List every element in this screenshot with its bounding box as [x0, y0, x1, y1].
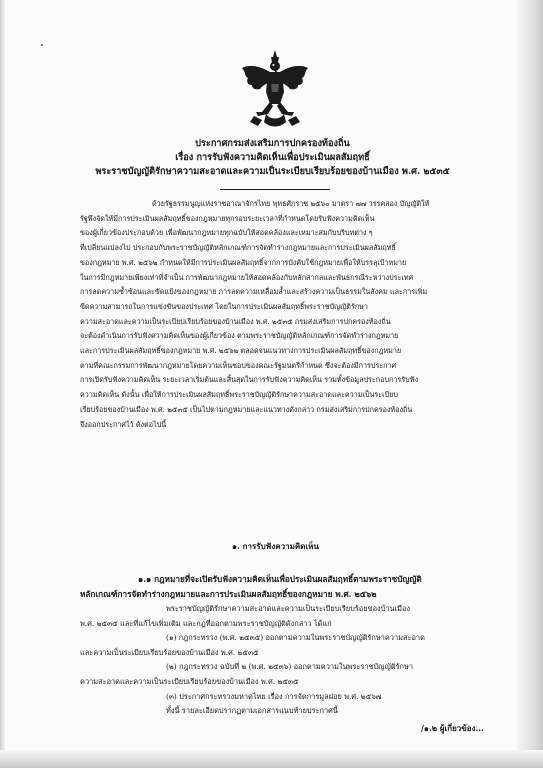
- intro-line: ที่เปลี่ยนแปลงไป ประกอบกับพระราชบัญญัติหลักเกณฑ์การจัดทำร่างกฎหมายและการประเมินผลสัมฤทธิ์: [80, 243, 396, 253]
- notice-title-line2: เรื่อง การรับฟังความคิดเห็นเพื่อประเมินผลสัมฤทธิ์: [175, 152, 370, 163]
- subsection-heading-line: ๑.๑ กฎหมายที่จะเปิดรับฟังความคิดเห็นเพื่อประเมินผลสัมฤทธิ์ตามพระราชบัญญัติ: [138, 574, 422, 584]
- list-item: พระราชบัญญัติรักษาความสะอาดและความเป็นระเบียบเรียบร้อยของบ้านเมือง: [166, 604, 411, 613]
- intro-line: จึงออกประกาศไว้ ดังต่อไปนี้: [80, 419, 167, 429]
- intro-line: ในการมีกฎหมายเพียงเท่าที่จำเป็น การพัฒนากฎหมายให้สอดคล้องกับหลักสากลและพันธกรณีระหว่างประเทศ: [80, 272, 414, 282]
- intro-line: และการประเมินผลสัมฤทธิ์ของกฎหมาย พ.ศ. ๒๕๖๒ ตลอดจนแนวทางการประเมินผลสัมฤทธิ์ของกฎหมาย: [80, 346, 402, 356]
- list-item: ทั้งนี้ รายละเอียดปรากฏตามเอกสารแนบท้ายประกาศนี้: [166, 706, 338, 716]
- notice-title-line3: พระราชบัญญัติรักษาความสะอาดและความเป็นระเบียบเรียบร้อยของบ้านเมือง พ.ศ. ๒๕๓๕: [95, 166, 450, 177]
- scan-edge-left: [0, 0, 5, 768]
- list-item: พ.ศ. ๒๕๓๕ และที่แก้ไขเพิ่มเติม และกฎที่ออกตามพระราชบัญญัติดังกล่าว ได้แก่: [80, 618, 332, 628]
- list-item: และความเป็นระเบียบเรียบร้อยของบ้านเมือง พ.ศ. ๒๕๓๕: [80, 647, 259, 657]
- list-item: ความสะอาดและความเป็นระเบียบเรียบร้อยของบ้านเมือง พ.ศ. ๒๕๓๕: [80, 676, 299, 686]
- title-divider: [220, 189, 330, 190]
- intro-paragraph: [80, 197, 488, 432]
- intro-line: ด้วยรัฐธรรมนูญแห่งราชอาณาจักรไทย พุทธศักราช ๒๕๖๐ มาตรา ๗๗ วรรคสอง บัญญัติให้: [152, 199, 430, 208]
- section-title: ๑. การรับฟังความคิดเห็น: [232, 541, 319, 551]
- scan-edge-bottom: [0, 750, 543, 768]
- intro-line: รัฐพึงจัดให้มีการประเมินผลสัมฤทธิ์ของกฎหมายทุกรอบระยะเวลาที่กำหนดโดยรับฟังความคิดเห็น: [80, 213, 375, 223]
- scan-edge-right: [517, 0, 543, 768]
- intro-line: เรียบร้อยของบ้านเมือง พ.ศ. ๒๕๓๕ เป็นไปตามกฎหมายและแนวทางดังกล่าว กรมส่งเสริมการปกครองท้องถิ่น: [80, 404, 413, 414]
- intro-line: ขีดความสามารถในการแข่งขันของประเทศ โดยในการประเมินผลสัมฤทธิ์พระราชบัญญัติรักษา: [80, 301, 368, 311]
- list-item: (๓) ประกาศกระทรวงมหาดไทย เรื่อง การจัดการมูลฝอย พ.ศ. ๒๕๖๗: [166, 691, 382, 701]
- intro-line: ตามที่คณะกรรมการพัฒนากฎหมายโดยความเห็นชอบของคณะรัฐมนตรีกำหนด ซึ่งจะต้องมีการประกาศ: [80, 360, 397, 370]
- notice-title-line1: ประกาศกรมส่งเสริมการปกครองท้องถิ่น: [195, 138, 350, 149]
- intro-line: ของกฎหมาย พ.ศ. ๒๕๖๒ กำหนดให้มีการประเมินผลสัมฤทธิ์จากการบังคับใช้กฎหมายเพื่อให้บรรลุเป้าหมาย: [80, 257, 407, 267]
- subsection-heading-line: หลักเกณฑ์การจัดทำร่างกฎหมายและการประเมินผลสัมฤทธิ์ของกฎหมาย พ.ศ. ๒๕๖๒: [80, 588, 377, 599]
- intro-line: ความคิดเห็น ดังนั้น เพื่อให้การประเมินผลสัมฤทธิ์พระราชบัญญัติรักษาความสะอาดและความเป็นระเบียบ: [80, 390, 398, 400]
- intro-line: การเปิดรับฟังความคิดเห็น ระยะเวลาเริ่มต้นและสิ้นสุดในการรับฟังความคิดเห็น รวมทั้งข้อมูลประกอบการรับฟัง: [80, 375, 419, 385]
- intro-line: การลดความซ้ำซ้อนและขัดแย้งของกฎหมาย การลดความเหลื่อมล้ำและสร้างความเป็นธรรมในสังคม และการเพิ่ม: [80, 287, 428, 297]
- intro-line: ของผู้เกี่ยวข้องประกอบด้วย เพื่อพัฒนากฎหมายทุกฉบับให้สอดคล้องและเหมาะสมกับบริบทต่าง ๆ: [80, 228, 373, 238]
- intro-line: ความสะอาดและความเป็นระเบียบเรียบร้อยของบ้านเมือง พ.ศ. ๒๕๓๕ กรมส่งเสริมการปกครองท้องถิ่น: [80, 316, 391, 326]
- law-list: [80, 602, 490, 719]
- list-item: (๒) กฎกระทรวง ฉบับที่ ๒ (พ.ศ. ๒๕๓๖) ออกตามความในพระราชบัญญัติรักษา: [166, 662, 414, 672]
- intro-line: จะต้องดำเนินการรับฟังความคิดเห็นของผู้เกี่ยวข้อง ตามพระราชบัญญัติหลักเกณฑ์การจัดทำร่างกฎหมาย: [80, 331, 399, 341]
- list-item: (๑) กฎกระทรวง (พ.ศ. ๒๕๓๕) ออกตามความในพระราชบัญญัติรักษาความสะอาด: [166, 633, 425, 643]
- garuda-emblem-icon: [240, 48, 310, 130]
- scan-speck: [41, 44, 43, 46]
- page-continuation: /๑.๒ ผู้เกี่ยวข้อง...: [421, 723, 484, 733]
- subsection-heading: [80, 572, 490, 601]
